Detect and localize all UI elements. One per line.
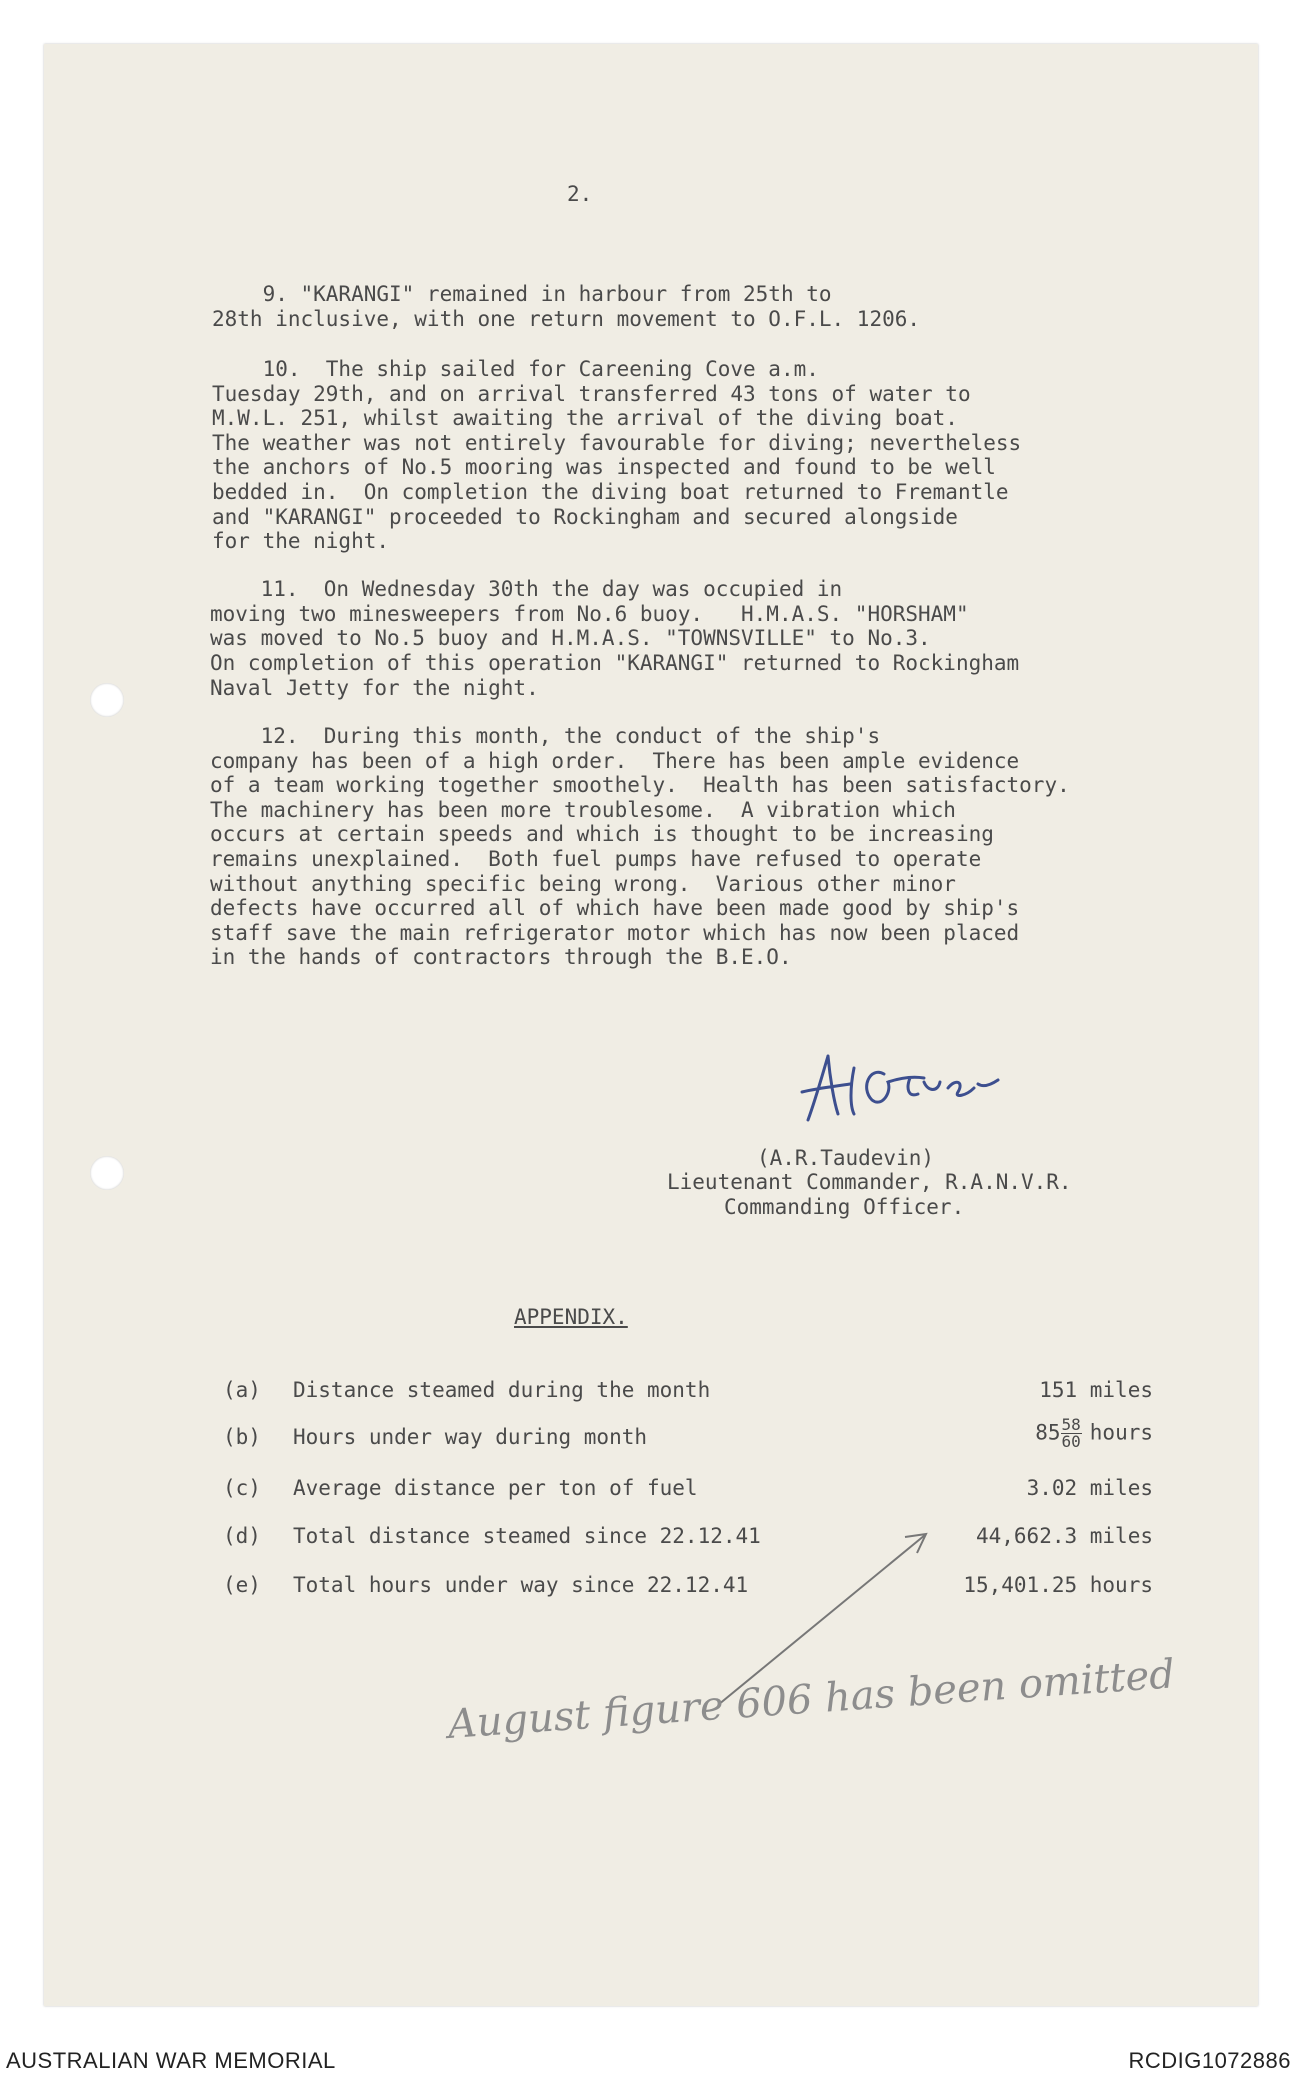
row-letter: (d) — [223, 1524, 261, 1548]
row-letter: (c) — [223, 1476, 261, 1500]
text-line: M.W.L. 251, whilst awaiting the arrival of the diving boat. — [212, 406, 958, 430]
page-number: 2. — [567, 182, 593, 206]
row-letter: (b) — [223, 1425, 261, 1449]
text-line: the anchors of No.5 mooring was inspected and found to be well — [212, 455, 996, 479]
text-line: bedded in. On completion the diving boat returned to Fremantle — [212, 480, 1009, 504]
text-line: Tuesday 29th, and on arrival transferred 43 tons of water to — [212, 382, 971, 406]
text-line: and "KARANGI" proceeded to Rockingham and secured alongside — [212, 505, 958, 529]
row-label: Average distance per ton of fuel — [293, 1476, 698, 1500]
row-value: 15,401.25 hours — [963, 1573, 1153, 1597]
row-value: 44,662.3 miles — [975, 1524, 1153, 1548]
text-line: for the night. — [212, 529, 390, 553]
text-line: without anything specific being wrong. Various other minor — [210, 872, 956, 896]
fraction-denominator: 60 — [1061, 1432, 1081, 1451]
text-line: 28th inclusive, with one return movement to O.F.L. 1206. — [212, 307, 921, 331]
text-line: in the hands of contractors through the B.E.O. — [210, 945, 792, 969]
handwritten-pencil-note: August figure 606 has been omitted — [446, 1651, 1177, 1748]
signatory-name: (A.R.Taudevin) — [757, 1146, 935, 1170]
row-letter: (a) — [223, 1378, 261, 1402]
row-value: 151 miles — [1039, 1378, 1153, 1402]
fraction-numerator: 58 — [1061, 1415, 1081, 1434]
text-line: 10. The ship sailed for Careening Cove a.m. — [212, 357, 819, 381]
text-line: The weather was not entirely favourable for diving; nevertheless — [212, 431, 1022, 455]
row-label: Hours under way during month — [293, 1425, 648, 1449]
text-line: 11. On Wednesday 30th the day was occupied in — [210, 577, 843, 601]
row-letter: (e) — [223, 1573, 261, 1597]
text-line: was moved to No.5 buoy and H.M.A.S. "TOWNSVILLE" to No.3. — [210, 626, 931, 650]
text-line: company has been of a high order. There has been ample evidence — [210, 749, 1020, 773]
text-line: 9. "KARANGI" remained in harbour from 25th to — [212, 282, 832, 306]
row-value: 3.02 miles — [1026, 1476, 1153, 1500]
row-label: Distance steamed during the month — [293, 1378, 711, 1402]
text-line: remains unexplained. Both fuel pumps have refused to operate — [210, 847, 982, 871]
text-line: occurs at certain speeds and which is thought to be increasing — [210, 822, 994, 846]
text-line: of a team working together smoothely. Health has been satisfactory. — [210, 773, 1070, 797]
text-line: On completion of this operation "KARANGI" returned to Rockingham — [210, 651, 1020, 675]
row-label: Total hours under way since 22.12.41 — [293, 1573, 749, 1597]
text-line: moving two minesweepers from No.6 buoy. H.M.A.S. "HORSHAM" — [210, 602, 969, 626]
text-line: staff save the main refrigerator motor which has now been placed — [210, 921, 1020, 945]
signatory-role: Commanding Officer. — [724, 1195, 965, 1219]
text-line: The machinery has been more troublesome. A vibration which — [210, 798, 956, 822]
archive-label: AUSTRALIAN WAR MEMORIAL — [6, 2048, 336, 2073]
archive-id: RCDIG1072886 — [1128, 2048, 1291, 2073]
signatory-rank: Lieutenant Commander, R.A.N.V.R. — [667, 1170, 1072, 1194]
text-line: Naval Jetty for the night. — [210, 676, 539, 700]
value-whole: 85 — [1035, 1420, 1061, 1445]
text-line: defects have occurred all of which have been made good by ship's — [210, 896, 1020, 920]
value-unit: hours — [1089, 1420, 1153, 1445]
appendix-heading: APPENDIX. — [514, 1305, 628, 1329]
row-label: Total distance steamed since 22.12.41 — [293, 1524, 761, 1548]
text-line: 12. During this month, the conduct of the ship's — [210, 724, 881, 748]
